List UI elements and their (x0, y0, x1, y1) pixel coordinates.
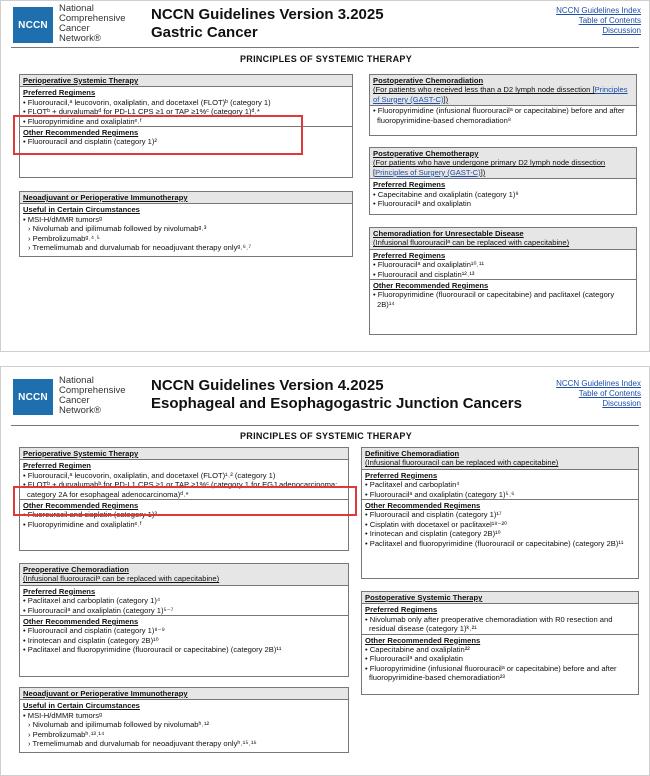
section-heading: Other Recommended Regimens (365, 501, 481, 511)
other-section (20, 615, 348, 655)
section-heading: Preferred Regimens (373, 250, 446, 260)
regimen-item: • Capecitabine and oxaliplatin²² (365, 645, 470, 655)
box-header: Perioperative Systemic Therapy (20, 448, 348, 459)
nccn-logo (13, 375, 141, 416)
box-header-text: Chemoradiation for Unresectable Disease (373, 229, 524, 238)
section-heading: Preferred Regimens (365, 470, 438, 480)
regimen-item: › Pembrolizumabᵍ˒⁴˒⁵ (28, 233, 100, 243)
box-header-text: Postoperative Chemotherapy (373, 149, 479, 158)
section-heading: Other Recommended Regimens (23, 501, 139, 511)
box-subheader: (Infusional fluorouracilᵃ can be replaced with capecitabine) (373, 238, 570, 248)
regimen-item: • Capecitabine and oxaliplatin (category 1)⁹ (373, 189, 519, 199)
other-section (362, 634, 638, 683)
regimen-item: • MSI-H/dMMR tumorsᵍ (23, 710, 102, 720)
regimen-item: • Fluoropyrimidine and oxaliplatinᵉ˒ᶠ (23, 116, 142, 126)
regimen-item: • Fluorouracilᵃ and oxaliplatin (category 1)⁵˒⁶ (365, 489, 515, 499)
regimen-item: › Nivolumab and ipilimumab followed by nivolumabʰ˒¹² (28, 720, 210, 730)
box-subheader (373, 85, 633, 104)
box-subheader: (Infusional fluorouracilᵃ can be replaced with capecitabine) (23, 574, 220, 584)
nccn-logo-mark: NCCN (13, 7, 53, 43)
box-header: Perioperative Systemic Therapy (20, 75, 352, 86)
postoperative-therapy-box (361, 591, 639, 695)
logo-line: Cancer (59, 23, 90, 34)
regimen-item: › Pembrolizumabʰ˒¹³˒¹⁴ (28, 729, 105, 739)
unresectable-chemoradiation-box (369, 227, 637, 335)
box-header (362, 448, 638, 469)
esophageal-panel (0, 366, 650, 776)
neoadjuvant-immunotherapy-box (19, 191, 353, 257)
logo-line: Network® (59, 33, 101, 44)
postoperative-chemoradiation-box (369, 74, 637, 136)
regimen-item: › Tremelimumab and durvalumab for neoadjuvant therapy onlyʰ˒¹⁵˒¹⁶ (28, 739, 257, 749)
preferred-section (362, 469, 638, 499)
preferred-section (362, 603, 638, 633)
section-heading: Preferred Regimens (23, 88, 96, 98)
logo-line: Cancer (59, 395, 90, 406)
header-divider (11, 425, 639, 426)
nav-table-of-contents-link[interactable]: Table of Contents (578, 16, 641, 25)
guideline-version: NCCN Guidelines Version 4.2025 (151, 377, 384, 394)
section-heading: Preferred Regimen (23, 461, 91, 471)
logo-line: National (59, 3, 94, 14)
guideline-cancer-type: Gastric Cancer (151, 24, 258, 41)
logo-line: Comprehensive (59, 13, 126, 24)
section-heading: Other Recommended Regimens (365, 635, 481, 645)
nccn-logo-text (59, 4, 126, 44)
regimen-item: • Fluorouracilᵃ and oxaliplatin (373, 199, 471, 209)
box-header: Postoperative Systemic Therapy (362, 592, 638, 603)
preferred-section (370, 249, 636, 279)
box-subheader (373, 158, 633, 177)
regimen-item: • Fluoropyrimidine (fluorouracil or capecitabine) and paclitaxel (category 2B)¹⁴ (373, 290, 615, 309)
nav-discussion-link[interactable]: Discussion (602, 26, 641, 35)
box-header: Neoadjuvant or Perioperative Immunotherapy (20, 688, 348, 699)
section-heading: Preferred Regimens (23, 586, 96, 596)
nccn-logo-text (59, 376, 126, 416)
section-heading: Other Recommended Regimens (373, 281, 489, 291)
box-header-text: Postoperative Chemoradiation (373, 76, 484, 85)
page-title: PRINCIPLES OF SYSTEMIC THERAPY (239, 431, 413, 441)
regimen-item: • Fluorouracilᵃ and oxaliplatin¹⁰˒¹¹ (373, 260, 485, 270)
regimen-item: • FLOTᵇ + durvalumabᵈ for PD-L1 CPS ≥1 or TAP ≥1%ᶜ (category 1)ᵈ˒* (23, 107, 260, 117)
nav-links (556, 379, 641, 409)
highlight-box (13, 115, 303, 155)
header-divider (11, 47, 639, 48)
regimen-item: • Fluorouracilᵃ and oxaliplatin (365, 654, 463, 664)
nccn-logo-mark: NCCN (13, 379, 53, 415)
regimen-item: • Irinotecan and cisplatin (category 2B)¹⁰ (365, 529, 501, 539)
regimen-item: • Fluorouracil and cisplatin¹²˒¹³ (373, 269, 475, 279)
regimen-item: • Fluoropyrimidine (infusional fluorouracilᵃ or capecitabine) before and after fluoropyrimidine-based chemoradiation²³ (365, 663, 617, 683)
regimen-item: • FLOTᵇ + durvalumabᵇ for PD-L1 CPS ≥1 or TAP ≥1%ᶜ (category 1 for EGJ adenocarcinoma; category 2A for esophageal adenocarcinoma)ᵈ˒* (23, 480, 338, 499)
regimen-item: • Fluorouracilᵃ and oxaliplatin (category 1)⁵⁻⁷ (23, 605, 174, 615)
box-header (20, 564, 348, 585)
box-header-text: Preoperative Chemoradiation (23, 565, 129, 574)
gastric-panel (0, 0, 650, 352)
preferred-section (370, 178, 636, 208)
nav-discussion-link[interactable]: Discussion (602, 399, 641, 408)
nav-links (556, 6, 641, 36)
logo-line: National (59, 375, 94, 386)
section-heading: Other Recommended Regimens (23, 617, 139, 627)
preoperative-chemoradiation-box (19, 563, 349, 677)
guideline-title (151, 6, 384, 42)
regimen-item: • Fluorouracil and cisplatin (category 1)³ (23, 510, 157, 520)
other-section (370, 279, 636, 309)
highlight-box (13, 486, 357, 516)
regimen-item: • Cisplatin with docetaxel or paclitaxel¹⁸⁻²⁰ (365, 519, 508, 529)
regimen-item: • Fluorouracil and cisplatin (category 1)² (23, 137, 157, 147)
regimen-item: • Fluorouracil and cisplatin (category 1)¹⁷ (365, 510, 502, 520)
principles-of-surgery-link[interactable]: Principles of Surgery (GAST-C) (375, 167, 481, 177)
guideline-title (151, 377, 522, 413)
guideline-version: NCCN Guidelines Version 3.2025 (151, 6, 384, 23)
regimen-item: • Fluorouracil,ᵃ leucovorin, oxaliplatin, and docetaxel (FLOT)¹˒² (category 1) (23, 470, 276, 480)
guideline-cancer-type: Esophageal and Esophagogastric Junction Cancers (151, 395, 522, 412)
section-heading: Preferred Regimens (365, 605, 438, 615)
box-subheader: (Infusional fluorouracil can be replaced with capecitabine) (365, 458, 559, 468)
box-header (370, 148, 636, 178)
section-heading: Other Recommended Regimens (23, 128, 139, 138)
regimen-item: • MSI-H/dMMR tumorsᵍ (23, 214, 102, 224)
subheader-text: ]) (480, 167, 486, 177)
logo-line: Network® (59, 405, 101, 416)
nav-guidelines-index-link[interactable]: NCCN Guidelines Index (556, 379, 641, 388)
regimen-item: • Fluorouracil and cisplatin (category 1)⁸⁻⁹ (23, 626, 165, 636)
regimen-item: • Paclitaxel and fluoropyrimidine (fluorouracil or capecitabine) (category 2B)¹¹ (365, 538, 624, 548)
regimen-item: › Tremelimumab and durvalumab for neoadjuvant therapy onlyᵍ˒⁶˒⁷ (28, 243, 252, 253)
section-heading: Preferred Regimens (373, 180, 446, 190)
logo-line: Comprehensive (59, 385, 126, 396)
useful-section (20, 699, 348, 748)
subheader-text: ]) (443, 94, 449, 104)
postoperative-chemotherapy-box (369, 147, 637, 215)
page-title: PRINCIPLES OF SYSTEMIC THERAPY (239, 54, 413, 64)
regimen-item: • Irinotecan and cisplatin (category 2B)¹⁰ (23, 635, 159, 645)
regimen-item: • Paclitaxel and carboplatin⁴ (365, 480, 460, 490)
regimen-item: • Fluorouracil,ᵃ leucovorin, oxaliplatin, and docetaxel (FLOT)ᵇ (category 1) (23, 97, 271, 107)
nccn-logo (13, 3, 141, 44)
regimen-item: • Paclitaxel and fluoropyrimidine (fluorouracil or capecitabine) (category 2B)¹¹ (23, 645, 282, 655)
regimen-item: • Fluoropyrimidine and oxaliplatinᵉ˒ᶠ (23, 519, 142, 529)
section-heading: Useful in Certain Circumstances (23, 205, 140, 215)
nav-table-of-contents-link[interactable]: Table of Contents (578, 389, 641, 398)
regimen-section (370, 105, 636, 125)
box-header-text: Definitive Chemoradiation (365, 449, 460, 458)
other-section (362, 499, 638, 548)
regimen-item: • Nivolumab only after preoperative chemoradiation with R0 resection and residual disease (category 1)ᵏ˒²¹ (365, 614, 613, 634)
nav-guidelines-index-link[interactable]: NCCN Guidelines Index (556, 6, 641, 15)
subheader-text: (For patients who received less than a D2 lymph node dissection [ (373, 85, 595, 95)
useful-section (20, 203, 352, 252)
section-heading: Useful in Certain Circumstances (23, 701, 140, 711)
neoadjuvant-immunotherapy-box (19, 687, 349, 753)
box-header (370, 228, 636, 249)
principles-of-surgery-link[interactable]: Principles of Surgery (GAST-C) (373, 85, 628, 104)
preferred-section (20, 585, 348, 615)
regimen-item: › Nivolumab and ipilimumab followed by nivolumabᵍ˒³ (28, 224, 207, 234)
regimen-item: • Fluoropyrimidine (infusional fluorouracilᵃ or capecitabine) before and after fluoropyrimidine-based chemoradiation⁸ (373, 106, 625, 125)
subheader-text: (For patients who have undergone primary D2 lymph node dissection [ (373, 158, 606, 177)
box-header (370, 75, 636, 105)
regimen-item: • Paclitaxel and carboplatin (category 1)⁴ (23, 596, 161, 606)
definitive-chemoradiation-box (361, 447, 639, 579)
box-header: Neoadjuvant or Perioperative Immunotherapy (20, 192, 352, 203)
